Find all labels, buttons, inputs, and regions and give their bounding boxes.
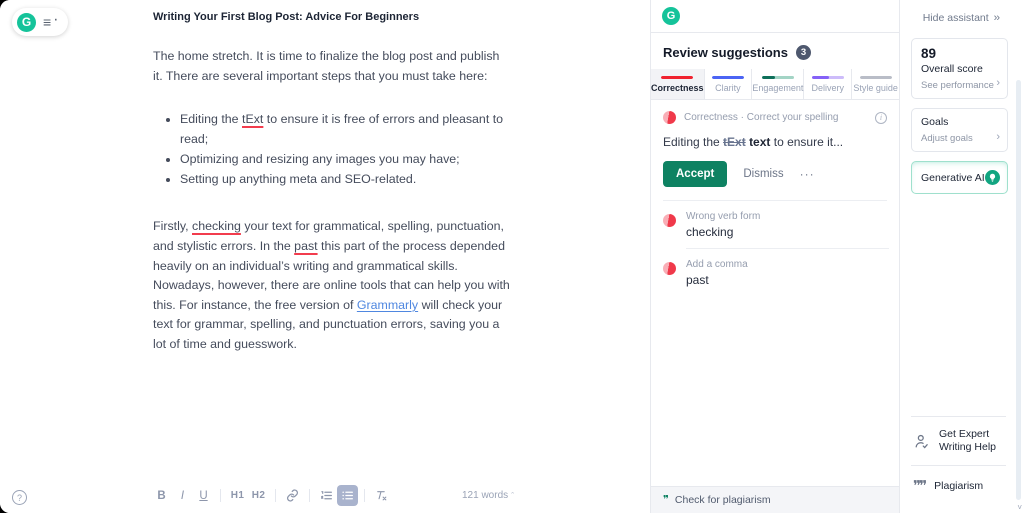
overall-score-card[interactable]: [911, 38, 1008, 99]
heading1-button[interactable]: H1: [230, 490, 245, 501]
format-toolbar: [151, 485, 514, 506]
tab-label: Delivery: [811, 83, 845, 93]
sentence-post: to ensure it...: [770, 135, 844, 149]
list-item: [180, 110, 511, 150]
tab-clarity[interactable]: [705, 69, 753, 99]
document-title: Writing Your First Blog Post: Advice For Beginners: [153, 11, 420, 23]
scrollbar[interactable]: [1016, 80, 1021, 500]
toolbar-separator: [275, 489, 276, 502]
tab-label: Style guide: [853, 83, 898, 93]
clear-formatting-button[interactable]: [371, 485, 392, 506]
suggestion-tabs: [651, 69, 899, 100]
plagiarism-button[interactable]: [911, 466, 1006, 507]
adjust-goals-link[interactable]: Adjust goals: [921, 133, 973, 144]
paragraph-1-text: The home stretch. It is time to finalize the blog post and publish it. There are several important steps that you must take here:: [153, 49, 500, 83]
check-plagiarism-label: Check for plagiarism: [674, 494, 771, 506]
check-plagiarism-button[interactable]: [651, 486, 899, 513]
tab-label: Engagement: [752, 83, 804, 93]
suggestion-count-badge: 3: [796, 45, 811, 60]
grammarly-link[interactable]: Grammarly: [356, 297, 419, 312]
chevron-right-icon: ›: [996, 131, 1000, 143]
verb-error-checking[interactable]: checking: [192, 219, 241, 234]
help-button[interactable]: [12, 490, 27, 505]
sentence-pre: Editing the: [663, 135, 724, 149]
word-count[interactable]: [462, 490, 514, 501]
original-word: tExt: [723, 135, 746, 149]
suggestion-item-body: [686, 259, 748, 287]
overall-score-label: Overall score: [921, 63, 983, 75]
italic-button[interactable]: I: [180, 489, 185, 502]
scroll-down-arrow-icon[interactable]: ˅: [1017, 503, 1022, 512]
bullet-1-text: Editing the: [180, 112, 242, 127]
correctness-dot-icon: [663, 262, 676, 275]
grammarly-logo-icon[interactable]: G: [17, 13, 36, 32]
bullet-1-text-cont: to ensure it is free of errors and pleasant to read;: [180, 112, 504, 146]
dismiss-button[interactable]: Dismiss: [743, 168, 784, 180]
tab-correctness[interactable]: [651, 69, 705, 99]
accept-button[interactable]: Accept: [663, 161, 727, 187]
app-menu-pill[interactable]: [12, 8, 68, 36]
paragraph-2: [153, 217, 511, 354]
suggestion-category-row: [663, 111, 887, 124]
bullet-2-text: Optimizing and resizing any images you may have;: [180, 151, 460, 166]
assistant-sidebar: [901, 0, 1024, 513]
suggestions-panel: [650, 0, 900, 513]
assistant-bottom: [911, 416, 1006, 507]
expert-help-label: Get Expert Writing Help: [939, 428, 996, 453]
hamburger-menu-icon[interactable]: ≡ ·: [43, 11, 59, 30]
bullet-list-icon: [341, 489, 354, 502]
assistant-cards: [911, 38, 1008, 203]
ordered-list-button[interactable]: [316, 485, 337, 506]
suggestion-type: Wrong verb form: [686, 211, 761, 222]
clarity-progress-bar: [712, 76, 744, 79]
paragraph-1: [153, 47, 511, 86]
info-glyph: i: [879, 113, 883, 122]
hide-assistant-label: Hide assistant: [922, 12, 989, 24]
toolbar-separator: [220, 489, 221, 502]
panel-title-row: [651, 33, 899, 69]
expert-person-icon: [913, 433, 930, 450]
plagiarism-quote-icon: ❞❞: [913, 479, 926, 495]
clear-formatting-icon: [375, 489, 388, 502]
document[interactable]: [153, 0, 511, 355]
plagiarism-label: Plagiarism: [934, 480, 984, 492]
correctness-dot-icon: [663, 111, 676, 124]
bullet-list-button[interactable]: [337, 485, 358, 506]
panel-title: Review suggestions: [663, 45, 788, 60]
tab-label: Correctness: [651, 83, 704, 93]
tab-delivery[interactable]: [804, 69, 852, 99]
link-button[interactable]: [282, 485, 303, 506]
word-count-label: 121 words: [462, 490, 509, 501]
word-count-caret-icon: ˆ: [511, 490, 515, 501]
paragraph-2-text: will check your text for grammar, spelling, and punctuation errors, saving you a lot of time and guesswork.: [153, 297, 503, 351]
suggestion-type: Add a comma: [686, 259, 748, 270]
tab-style-guide[interactable]: [852, 69, 899, 99]
hamburger-lines: ≡: [43, 14, 52, 30]
paragraph-2-text: Firstly,: [153, 219, 192, 234]
grammarly-logo-icon: G: [662, 7, 680, 25]
delivery-progress-bar: [812, 76, 844, 79]
replacement-word: text: [749, 135, 771, 149]
list-item: [180, 150, 511, 170]
lightbulb-icon: [985, 170, 1000, 185]
ordered-list-icon: [320, 489, 333, 502]
engagement-progress-bar: [762, 76, 794, 79]
paragraph-2-text: this part of the process depended heavily on an individual’s writing and grammatical skills. Nowadays, however, there are online tools that can help you with this. For instance, the free version of: [153, 238, 510, 312]
correctness-dot-icon: [663, 214, 676, 227]
bullet-3-text: Setting up anything meta and SEO-related.: [180, 171, 417, 186]
info-icon[interactable]: [875, 112, 887, 124]
tab-engagement[interactable]: [752, 69, 804, 99]
suggestion-card: [651, 100, 899, 201]
overall-score-value: 89: [921, 46, 937, 61]
panel-spacer: [651, 296, 899, 486]
correctness-progress-bar: [661, 76, 693, 79]
suggestion-item-checking[interactable]: [651, 201, 899, 248]
spelling-error-text[interactable]: tExt: [242, 112, 264, 127]
generative-ai-card[interactable]: [911, 161, 1008, 194]
expert-help-button[interactable]: [911, 417, 1006, 465]
suggestion-actions: [663, 161, 887, 187]
suggestion-word: past: [686, 273, 709, 287]
heading2-button[interactable]: H2: [251, 490, 266, 501]
toolbar-separator: [364, 489, 365, 502]
panel-header: [651, 0, 899, 33]
help-icon: ?: [16, 492, 22, 503]
comma-error-past[interactable]: past: [294, 238, 318, 253]
bold-button[interactable]: B: [157, 489, 166, 502]
see-performance-link[interactable]: See performance: [921, 80, 994, 91]
tab-label: Clarity: [715, 83, 741, 93]
toolbar-separator: [309, 489, 310, 502]
generative-ai-label: Generative AI: [921, 171, 985, 184]
suggestion-word: checking: [686, 225, 734, 239]
hide-assistant-button[interactable]: [923, 12, 999, 24]
chevron-right-icon: ›: [996, 77, 1000, 89]
goals-label: Goals: [921, 116, 949, 128]
suggestion-item-body: [686, 211, 760, 239]
suggestion-category: Correctness · Correct your spelling: [684, 112, 839, 123]
underline-button[interactable]: U: [199, 489, 208, 502]
list-item: [180, 170, 511, 190]
link-icon: [286, 489, 299, 502]
double-chevron-icon: ››: [993, 12, 999, 24]
style-guide-progress-bar: [860, 76, 892, 79]
goals-card[interactable]: [911, 108, 1008, 152]
quote-icon: ❞: [663, 493, 669, 506]
suggestion-item-past[interactable]: [651, 249, 899, 296]
paragraph-2-text: your text for grammatical, spelling, punctuation, and stylistic errors. In the: [153, 219, 504, 253]
bullet-list: [153, 110, 511, 189]
more-options-icon[interactable]: ···: [799, 167, 815, 181]
suggestion-sentence: [663, 135, 887, 149]
